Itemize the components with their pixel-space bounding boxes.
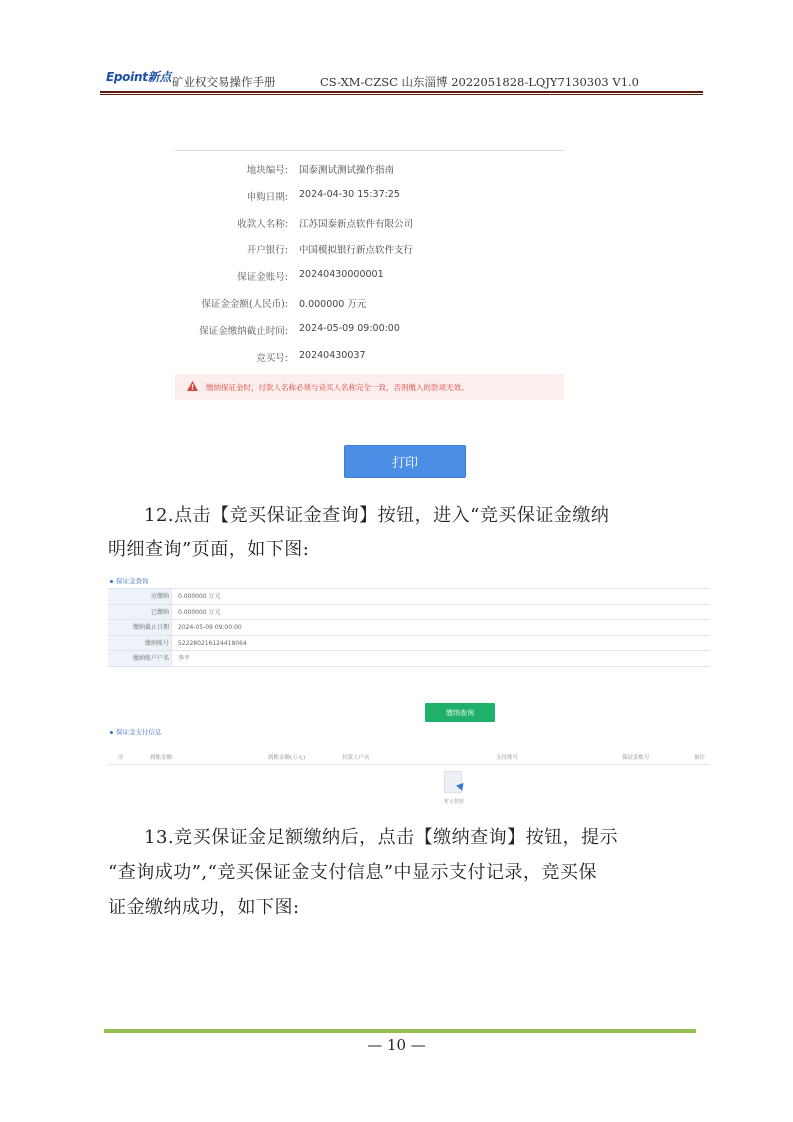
table-row bbox=[108, 605, 710, 621]
receipt-label: 申购日期: bbox=[246, 192, 288, 203]
receipt-row bbox=[175, 216, 564, 236]
receipt-label: 开户银行: bbox=[246, 245, 288, 256]
query-value: 0.000000 万元 bbox=[178, 593, 221, 600]
query-label: 缴纳账号 bbox=[108, 636, 172, 651]
table-row bbox=[108, 651, 710, 667]
header-rule bbox=[100, 91, 703, 93]
query-section-title-text: 保证金查询 bbox=[116, 577, 149, 585]
query-label: 已缴纳 bbox=[108, 605, 172, 620]
column-header: 付款人户名 bbox=[342, 755, 370, 761]
empty-state bbox=[441, 768, 467, 808]
receipt-row bbox=[175, 296, 564, 316]
deposit-query-table bbox=[108, 588, 710, 667]
page-number: — 10 — bbox=[367, 1036, 426, 1054]
receipt-row bbox=[175, 189, 564, 209]
column-header: 序 bbox=[118, 755, 124, 761]
warning-banner bbox=[175, 374, 564, 400]
column-header: 保证金账号 bbox=[622, 755, 650, 761]
step-12-line-1: 12.点击【竞买保证金查询】按钮，进入“竞买保证金缴纳 bbox=[144, 505, 610, 526]
column-header: 备注 bbox=[694, 755, 706, 761]
receipt-value: 0.000000 万元 bbox=[299, 299, 367, 310]
header-rule-thin bbox=[100, 94, 703, 95]
column-header: 到账金额(万元) bbox=[268, 755, 306, 761]
table-row bbox=[108, 636, 710, 652]
document-code: CS-XM-CZSC 山东淄博 2022051828-LQJY7130303 V1.0 bbox=[320, 75, 639, 89]
column-header: 到账金额 bbox=[150, 755, 173, 761]
query-label: 应缴纳 bbox=[108, 589, 172, 604]
step-13-line-2: “查询成功”,“竞买保证金支付信息”中显示支付记录，竞买保 bbox=[108, 862, 598, 883]
receipt-label: 保证金账号: bbox=[237, 272, 288, 283]
table-row bbox=[108, 589, 710, 605]
receipt-value: 20240430000001 bbox=[299, 269, 384, 280]
query-value: 0.000000 万元 bbox=[178, 608, 221, 616]
receipt-value: 2024-05-09 09:00:00 bbox=[299, 323, 400, 334]
manual-title: 矿业权交易操作手册 bbox=[172, 75, 276, 89]
empty-state-text: 暂无数据 bbox=[443, 799, 464, 805]
receipt-top-divider bbox=[175, 150, 564, 151]
payment-query-button[interactable]: 缴纳查询 bbox=[425, 703, 495, 722]
bullet-dot-icon bbox=[110, 731, 113, 734]
cursor-arrow-icon bbox=[456, 783, 466, 792]
column-header: 支付账号 bbox=[496, 755, 519, 761]
deposit-receipt-screenshot bbox=[175, 150, 564, 405]
query-section-title bbox=[110, 576, 149, 585]
query-value: 李平 bbox=[178, 655, 191, 662]
query-label: 缴纳截止日期 bbox=[108, 620, 172, 635]
table-row bbox=[108, 620, 710, 636]
page-header bbox=[100, 64, 703, 96]
warning-text: 缴纳保证金时，付款人名称必须与竞买人名称完全一致，否则缴入的款项无效。 bbox=[206, 383, 469, 392]
receipt-value: 中国模拟银行新点软件支行 bbox=[299, 245, 414, 256]
query-label: 缴纳账户户名 bbox=[108, 651, 172, 666]
warning-triangle-icon bbox=[187, 381, 198, 391]
receipt-label: 收款人名称: bbox=[237, 219, 288, 230]
receipt-label: 保证金缴纳截止时间: bbox=[199, 326, 288, 337]
receipt-row bbox=[175, 242, 564, 262]
step-13-line-1: 13.竞买保证金足额缴纳后，点击【缴纳查询】按钮，提示 bbox=[144, 827, 619, 848]
receipt-value: 国泰测试测试操作指南 bbox=[299, 165, 395, 176]
bullet-dot-icon bbox=[110, 580, 113, 583]
receipt-label: 保证金金额(人民币): bbox=[201, 299, 288, 310]
query-value: 52228021612441806​4 bbox=[178, 639, 247, 647]
receipt-row bbox=[175, 269, 564, 289]
receipt-value: 2024-04-30 15:37:25 bbox=[299, 189, 400, 200]
epoint-logo: Epoint新点 bbox=[106, 70, 172, 84]
query-value: 2024-05-09 09:00:00 bbox=[178, 624, 242, 631]
print-button[interactable]: 打印 bbox=[344, 445, 466, 478]
footer-rule bbox=[104, 1029, 696, 1033]
receipt-label: 竞买号: bbox=[256, 353, 288, 364]
receipt-value: 20240430037 bbox=[299, 350, 366, 361]
receipt-row bbox=[175, 162, 564, 182]
payment-table-header bbox=[108, 749, 710, 765]
payment-section-title-text: 保证金支付信息 bbox=[116, 728, 162, 736]
receipt-value: 江苏国泰新点软件有限公司 bbox=[299, 219, 414, 230]
receipt-label: 地块编号: bbox=[246, 165, 288, 176]
receipt-row bbox=[175, 323, 564, 343]
payment-section-title bbox=[110, 727, 162, 736]
receipt-row bbox=[175, 350, 564, 370]
step-12-line-2: 明细查询”页面，如下图: bbox=[108, 539, 310, 560]
step-13-line-3: 证金缴纳成功，如下图: bbox=[108, 897, 300, 918]
